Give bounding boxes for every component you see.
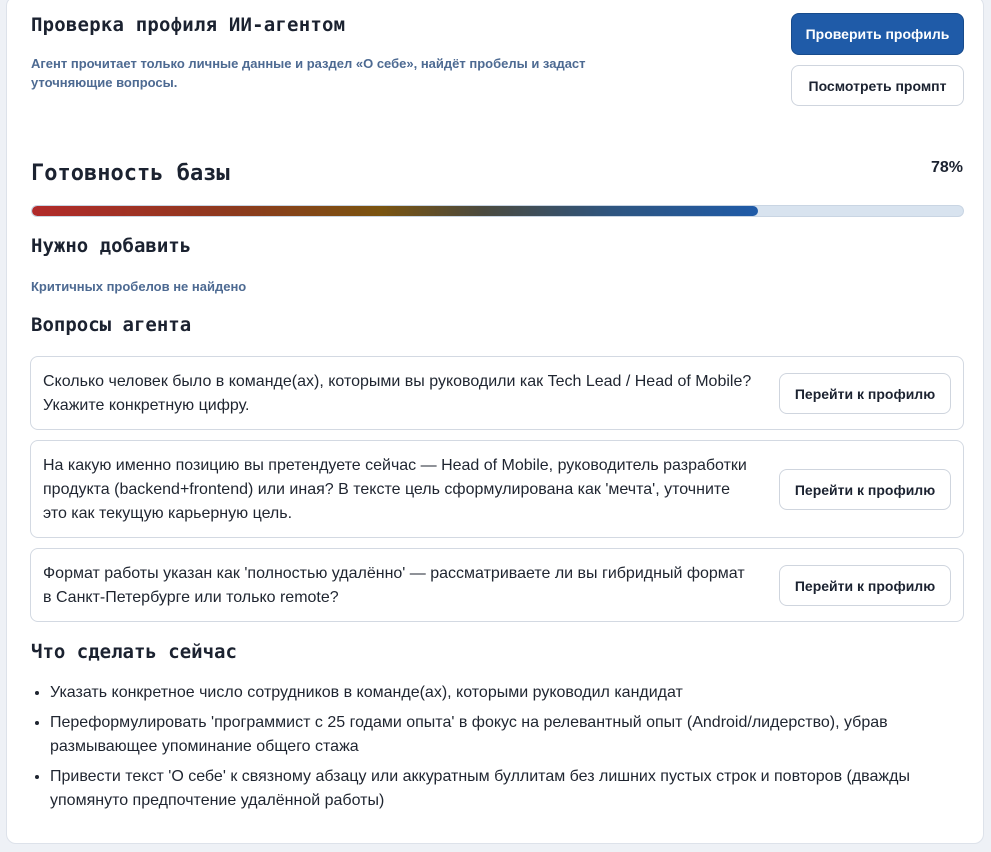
actions-list: [25, 681, 970, 819]
go-to-profile-button-3[interactable]: Перейти к профилю: [779, 565, 951, 606]
view-prompt-button[interactable]: Посмотреть промпт: [791, 65, 964, 106]
list-item: • Привести текст 'О себе' к связному абзацу или аккуратным буллитам без лишних пустых строк и повторов (дважды упомянуто предпочтение удалённой работы): [50, 765, 970, 813]
list-item: • Указать конкретное число сотрудников в команде(ах), которыми руководил кандидат: [50, 681, 970, 705]
list-item: • Переформулировать 'программист с 25 годами опыта' в фокус на релевантный опыт (Android/лидерство), убрав размывающее упоминание общего стажа: [50, 711, 970, 759]
go-to-profile-button-1[interactable]: Перейти к профилю: [779, 373, 951, 414]
readiness-progress-fill: [32, 206, 758, 216]
question-text: Формат работы указан как 'полностью удалённо' — рассматриваете ли вы гибридный формат в Санкт-Петербурге или только remote?: [43, 565, 745, 606]
page-title: Проверка профиля ИИ-агентом: [31, 14, 346, 36]
question-card-1: [30, 356, 964, 430]
question-text: Сколько человек было в команде(ах), которыми вы руководили как Tech Lead / Head of Mobile? Укажите конкретную цифру.: [43, 373, 752, 414]
question-text: На какую именно позицию вы претендуете сейчас — Head of Mobile, руководитель разработки продукта (backend+frontend) или иная? В тексте цель сформулирована как 'мечта', уточните это как текущую карьерную цель.: [43, 457, 747, 522]
check-profile-button[interactable]: Проверить профиль: [791, 13, 964, 55]
readiness-percent: 78%: [930, 159, 963, 176]
go-to-profile-button-2[interactable]: Перейти к профилю: [779, 469, 951, 510]
page-subtitle: Агент прочитает только личные данные и раздел «О себе», найдёт пробелы и задаст уточняющие вопросы.: [31, 56, 586, 90]
actions-title: Что сделать сейчас: [31, 641, 237, 663]
profile-check-panel: [6, 0, 984, 844]
readiness-progress-bar: [31, 205, 964, 217]
missing-empty-text: Критичных пробелов не найдено: [31, 279, 247, 294]
readiness-title: Готовность базы: [31, 161, 230, 186]
question-card-2: [30, 440, 964, 538]
question-card-3: [30, 548, 964, 622]
missing-title: Нужно добавить: [31, 235, 192, 257]
questions-title: Вопросы агента: [31, 314, 192, 336]
